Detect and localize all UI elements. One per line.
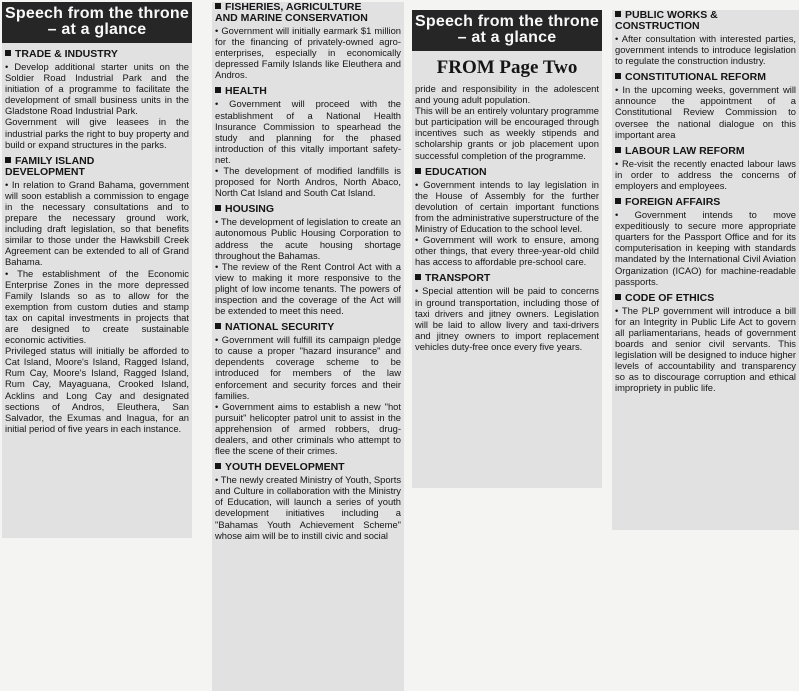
- section-heading: FAMILY ISLAND DEVELOPMENT: [5, 156, 189, 178]
- paragraph: • Special attention will be paid to concerns in ground transportation, including those of taxi drivers and jitney owners. Legislation will be laid to allow livery and taxi-drivers and jitney owners to import replacement vehicles duty-free once every five years.: [415, 285, 599, 352]
- section-heading: HOUSING: [215, 204, 401, 215]
- paragraph: • Government will fulfill its campaign pledge to cause a proper "hazard insurance" and dependents coverage scheme to be introduced for members of the law enforcement and security forces and their families.: [215, 334, 401, 401]
- section-housing: [215, 204, 401, 316]
- section-heading: CODE OF ETHICS: [615, 293, 796, 304]
- paragraph: • After consultation with interested parties, government intends to introduce legislation to regulate the construction industry.: [615, 33, 796, 67]
- section-banner: Speech from the throne – at a glance: [2, 2, 192, 43]
- section-transport: [415, 273, 599, 352]
- continuation-heading: FROM Page Two: [436, 57, 578, 78]
- section-heading: PUBLIC WORKS & CONSTRUCTION: [615, 10, 796, 32]
- paragraph: • In the upcoming weeks, government will announce the appointment of a Constitutional Review Commission to oversee the national dialogue on this important area: [615, 84, 796, 140]
- clipping-column-1: [2, 2, 192, 538]
- section-heading: NATIONAL SECURITY: [215, 322, 401, 333]
- paragraph: • The newly created Ministry of Youth, Sports and Culture in collaboration with the Ministry of Education, will launch a series of youth development initiatives including a "Bahamas Youth Achievement Scheme" whose aim will be to instill civic and social: [215, 474, 402, 541]
- clipping-column-3: [412, 10, 602, 488]
- section-constitutional-reform: [615, 72, 796, 139]
- paragraph: • Government will work to ensure, among other things, that every three-year-old child has access to affordable pre-school care.: [415, 234, 599, 268]
- continued-text: [415, 83, 599, 161]
- clipping-column-2: [212, 2, 404, 691]
- section-trade-industry: [5, 49, 189, 150]
- section-fisheries: [215, 2, 401, 80]
- section-banner: Speech from the throne – at a glance: [412, 10, 602, 51]
- clipping-column-4: [612, 10, 799, 530]
- section-public-works: [615, 10, 796, 66]
- paragraph: • Develop additional starter units on the Soldier Road Industrial Park and the initiation of a programme to facilitate the development of small business units in the Gladstone Road Industrial Park.: [5, 61, 189, 117]
- paragraph: • Government intends to move expeditiously to secure more appropriate quarters for the Passport Office and for its computerisation in keeping with standards mandated by the International Civil Aviation Organization (ICAO) for machine-readable passports.: [615, 209, 796, 287]
- section-education: [415, 167, 599, 268]
- paragraph: pride and responsibility in the adolescent and young adult population.: [415, 83, 599, 106]
- section-health: [215, 86, 401, 198]
- paragraph: • The establishment of the Economic Enterprise Zones in the more depressed Family Islands so as to allow for the exemption from custom duties and stamp tax on capital investments in projects that are designed to create sustainable economic activities.: [5, 267, 189, 346]
- section-heading: LABOUR LAW REFORM: [615, 146, 796, 157]
- paragraph: • In relation to Grand Bahama, government will soon establish a commission to engage in the necessary consultations and to prepare the necessary ground work, including draft legislation, so that benefits similar to those under the Hawksbill Creek Agreement can be extended to all of Grand Bahama.: [5, 178, 189, 268]
- section-labour-law-reform: [615, 146, 796, 191]
- section-heading: TRANSPORT: [415, 273, 599, 284]
- section-heading: CONSTITUTIONAL REFORM: [615, 72, 796, 83]
- paragraph: • The PLP government will introduce a bill for an Integrity in Public Life Act to govern all parliamentarians, heads of government boards and senior civil servants. This legislation will be designed to induce higher levels of accountability and transparency so as to discourage corruption and ethical impropriety in public life.: [615, 304, 796, 394]
- paragraph: • Re-visit the recently enacted labour laws in order to address the concerns of employers and employees.: [615, 157, 796, 191]
- section-code-of-ethics: [615, 293, 796, 394]
- paragraph: • The development of modified landfills is proposed for North Andros, North Abaco, North Cat Island and South Cat Island.: [215, 165, 401, 199]
- paragraph: • Government aims to establish a new "hot pursuit" helicopter patrol unit to assist in the apprehension of armed robbers, drug-dealers, and other criminals who attempt to flee the scene of their crimes.: [215, 400, 401, 457]
- paragraph: • Government intends to lay legislation in the House of Assembly for the further devolution of certain important functions from the administrative superstructure of the Ministry of Education to the school level.: [415, 178, 599, 235]
- section-heading: YOUTH DEVELOPMENT: [215, 462, 401, 473]
- section-heading: TRADE & INDUSTRY: [5, 49, 189, 60]
- section-foreign-affairs: [615, 197, 796, 287]
- section-heading: FOREIGN AFFAIRS: [615, 197, 796, 208]
- paragraph: • The development of legislation to create an autonomous Public Housing Corporation to address the acute housing shortage throughout the Bahamas.: [215, 216, 401, 261]
- section-heading: EDUCATION: [415, 167, 599, 178]
- paragraph: • Government will initially earmark $1 million for the financing of privately-owned agro-enterprises, especially in economically depressed Family Islands like Eleuthera and Andros.: [215, 25, 401, 81]
- paragraph: • Government will proceed with the establishment of a National Health Insurance Commission to spearhead the study and planning for the phased introduction of this vitally important safety-net.: [215, 98, 401, 165]
- paragraph: • The review of the Rent Control Act with a view to making it more responsive to the plight of low income tenants. The powers of inspection and the coverage of the Act will be extended to meet this need.: [215, 260, 401, 317]
- paragraph: This will be an entirely voluntary programme but participation will be encouraged through incentives such as weekly stipends and scholarship grants or job placement upon successful completion of the programme.: [415, 105, 599, 161]
- section-family-island-development: [5, 156, 189, 434]
- section-heading: FISHERIES, AGRICULTURE AND MARINE CONSERVATION: [215, 2, 401, 24]
- section-heading: HEALTH: [215, 86, 401, 97]
- section-youth-development: [215, 462, 401, 541]
- section-national-security: [215, 322, 401, 456]
- paragraph: Government will give leasees in the industrial parks the right to buy property and build or expand structures in the parks.: [5, 116, 189, 150]
- paragraph: Privileged status will initially be afforded to Cat Island, Moore's Island, Ragged Island, Rum Cay, Moore's Island, Ragged Island, Rum Cay, Mayaguana, Crooked Island, Acklins and Long Cay and designated sections of Andros, Eleuthera, San Salvador, the Exumas and Inagua, for an initial period of five years in each instance.: [5, 345, 189, 434]
